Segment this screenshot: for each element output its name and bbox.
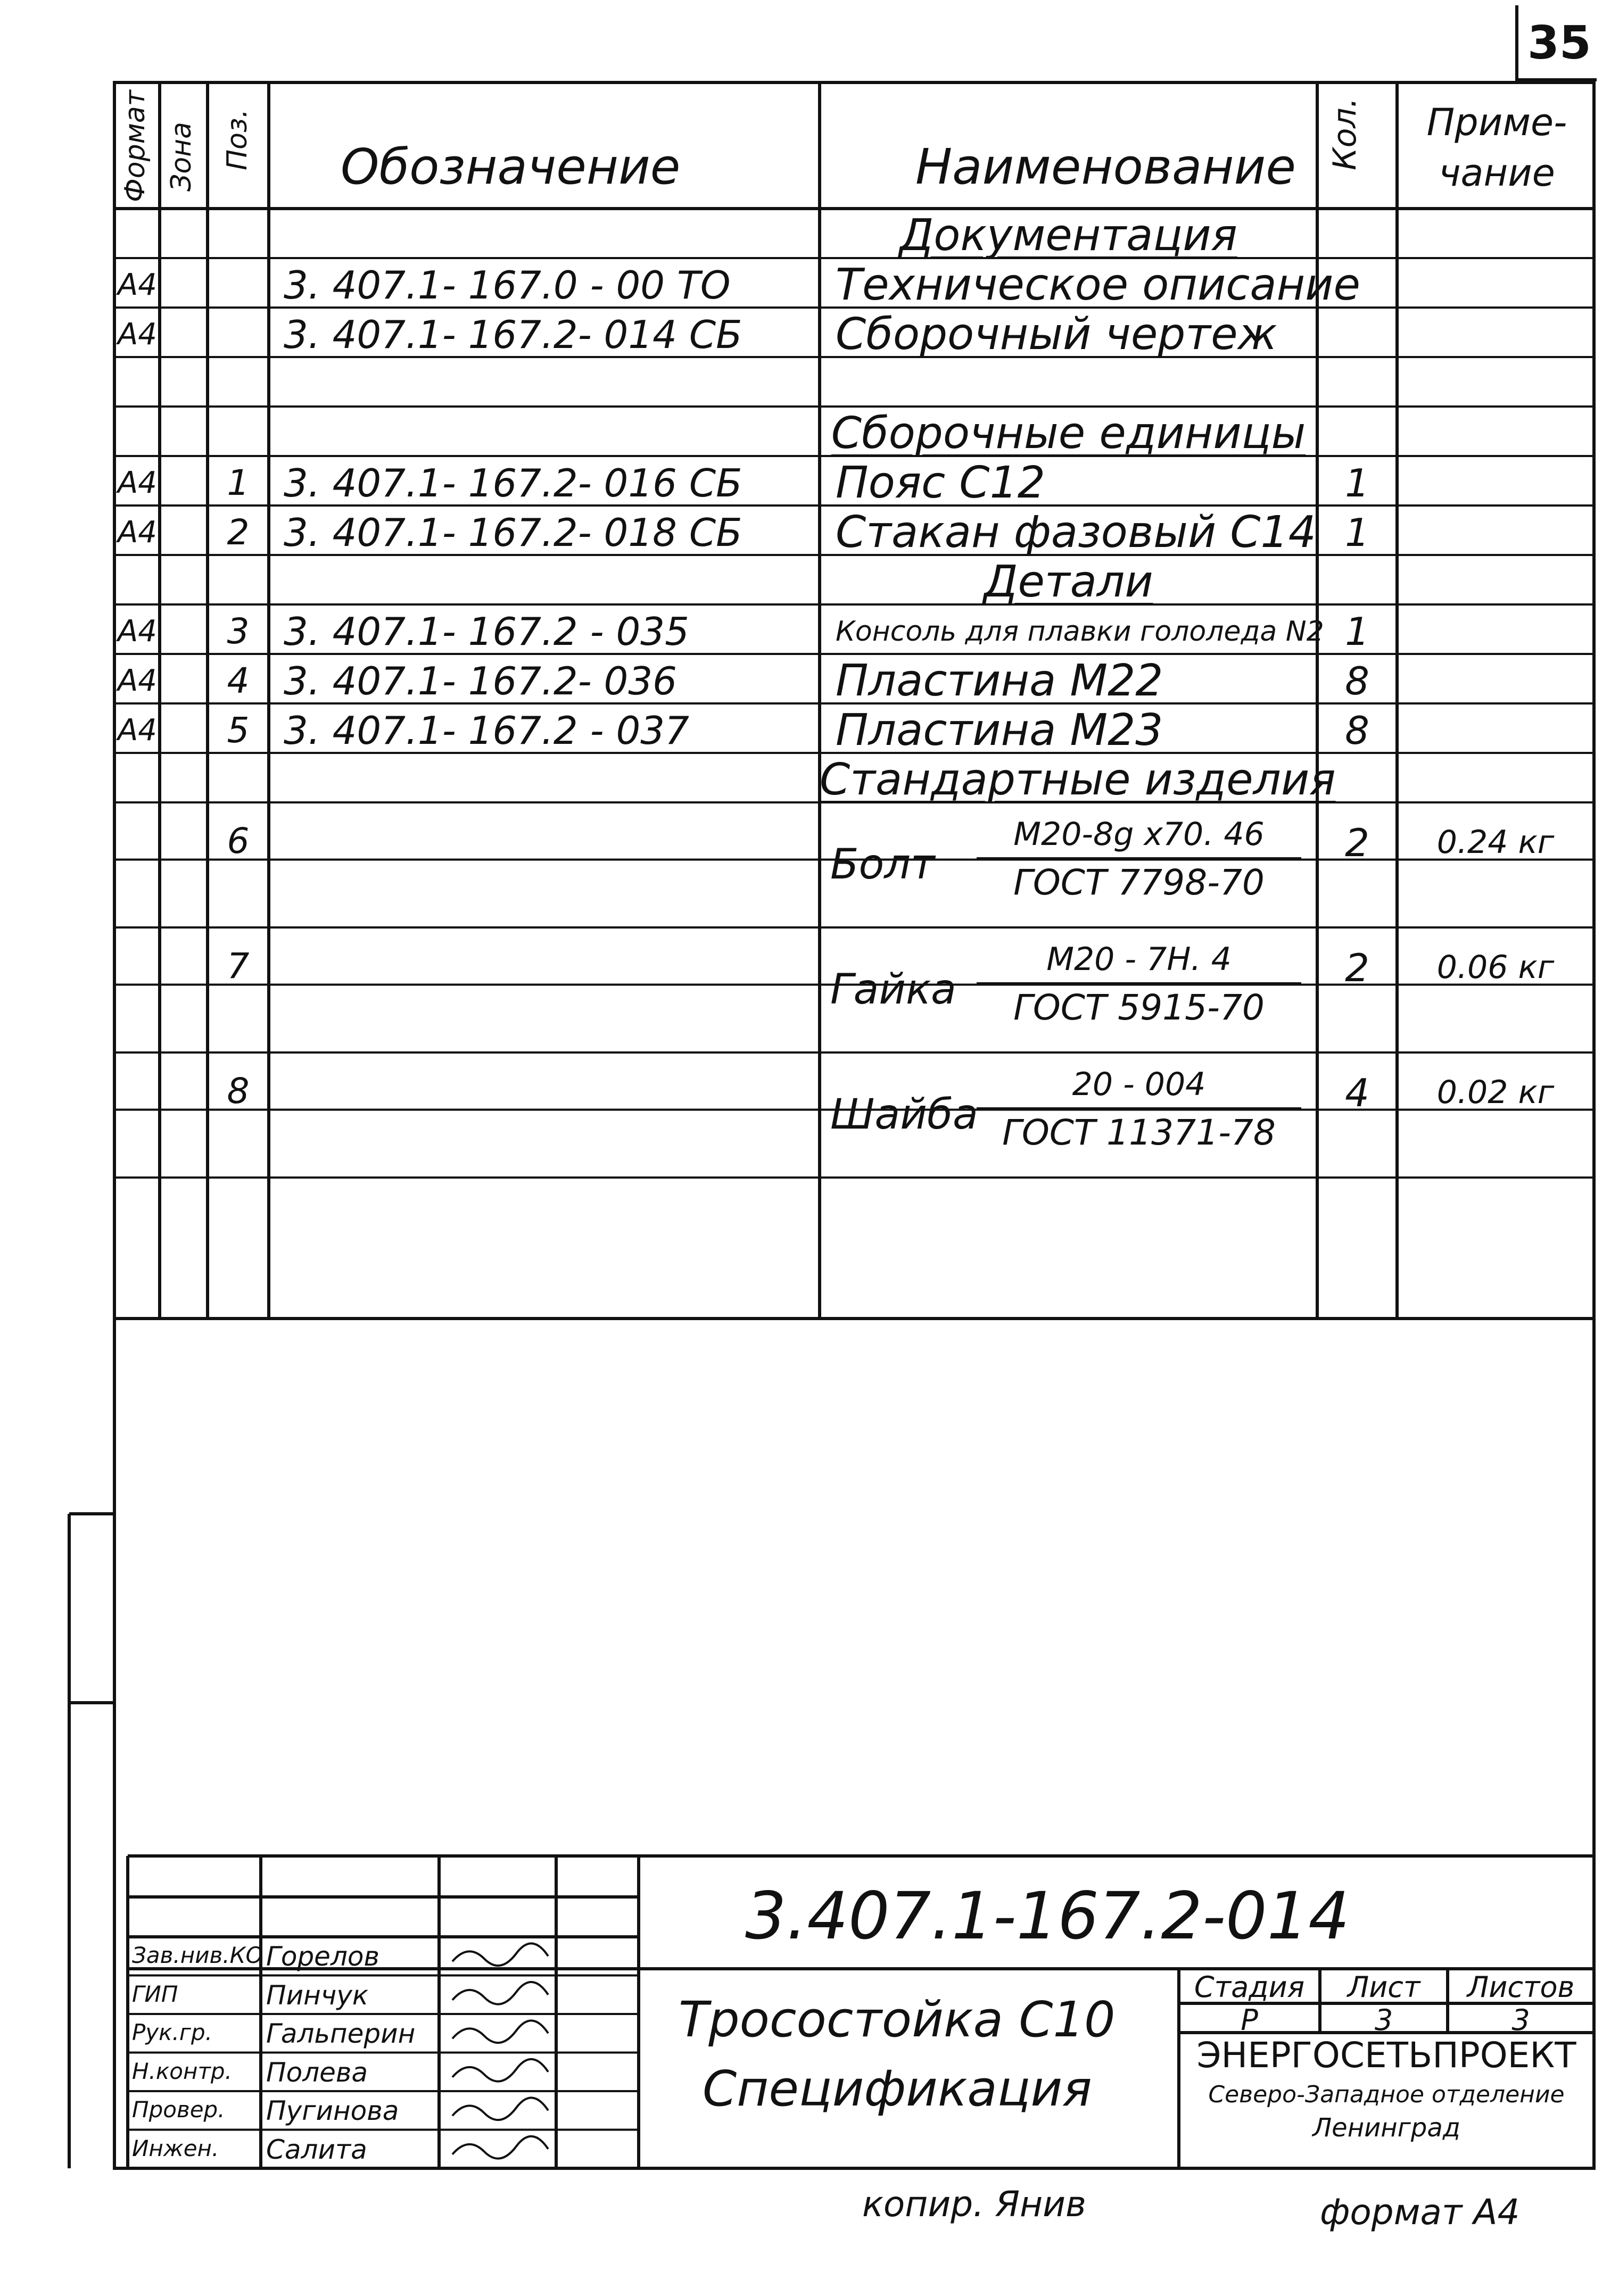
std-top: М20 - 7Н. 4 [1046, 941, 1232, 978]
row-qty: 1 [1345, 510, 1369, 555]
std-pos: 7 [227, 946, 250, 987]
row-pos: 5 [227, 709, 250, 751]
header-designation: Обозначение [341, 138, 681, 195]
row-designation: 3. 407.1- 167.2 - 035 [284, 609, 689, 654]
row-qty: 1 [1345, 460, 1369, 505]
std-name: Болт [830, 840, 935, 889]
row-name: Сборочные единицы [831, 408, 1306, 459]
row-name: Стандартные изделия [820, 754, 1336, 805]
std-note: 0.24 кг [1436, 824, 1555, 861]
std-name: Гайка [830, 965, 956, 1014]
copied-by: копир. Янив [862, 2184, 1086, 2225]
signature-role: ГИП [132, 1980, 178, 2007]
row-name: Сборочный чертеж [836, 309, 1277, 360]
row-designation: 3. 407.1- 167.0 - 00 ТО [284, 262, 731, 308]
handwritten-signature [452, 1943, 548, 1966]
sheets-value: 3 [1511, 2003, 1530, 2037]
row-pos: 2 [227, 511, 250, 553]
row-designation: 3. 407.1- 167.2- 014 СБ [284, 312, 742, 357]
handwritten-signature [452, 2020, 548, 2043]
std-pos: 6 [227, 820, 250, 861]
signature-role: Инжен. [132, 2135, 219, 2161]
stage-value: Р [1241, 2003, 1258, 2037]
std-top: 20 - 004 [1072, 1066, 1206, 1103]
row-format: А4 [118, 515, 157, 550]
header-note-line1: Приме- [1426, 101, 1567, 144]
row-name: Пластина М23 [836, 704, 1163, 756]
std-qty: 2 [1345, 820, 1369, 865]
header-note-line2: чание [1439, 151, 1555, 195]
org-branch: Северо-Западное отделение [1208, 2081, 1565, 2108]
header-pos: Поз. [221, 109, 253, 170]
std-bottom: ГОСТ 11371-78 [1002, 1112, 1276, 1153]
sheet-label: Лист [1347, 1970, 1420, 2004]
row-name: Консоль для плавки гололеда N2 [836, 615, 1324, 648]
signature-name: Салита [266, 2134, 367, 2165]
std-note: 0.06 кг [1436, 949, 1555, 986]
signature-role: Зав.нив.КО [132, 1942, 263, 1968]
sheet-value: 3 [1374, 2003, 1393, 2037]
row-format: А4 [118, 614, 157, 649]
signature-name: Горелов [266, 1941, 379, 1972]
row-format: А4 [118, 267, 157, 302]
stage-label: Стадия [1194, 1970, 1305, 2004]
row-designation: 3. 407.1- 167.2- 018 СБ [284, 510, 742, 555]
header-qty: Кол. [1326, 97, 1364, 170]
std-bottom: ГОСТ 5915-70 [1013, 987, 1265, 1028]
signature-name: Пугинова [266, 2095, 399, 2126]
std-qty: 2 [1345, 946, 1369, 990]
std-note: 0.02 кг [1436, 1074, 1555, 1111]
row-pos: 1 [227, 462, 250, 503]
row-designation: 3. 407.1- 167.2- 036 [284, 658, 677, 703]
row-format: А4 [118, 465, 157, 500]
row-name: Пояс С12 [836, 457, 1045, 508]
org-name: ЭНЕРГОСЕТЬПРОЕКТ [1196, 2035, 1576, 2076]
handwritten-signature [452, 2098, 548, 2120]
row-designation: 3. 407.1- 167.2- 016 СБ [284, 460, 742, 505]
row-qty: 1 [1345, 609, 1369, 654]
row-name: Документация [899, 210, 1237, 261]
signature-role: Н.контр. [132, 2058, 232, 2084]
row-name: Техническое описание [836, 259, 1360, 310]
handwritten-signature [452, 2059, 548, 2082]
header-format: Формат [119, 90, 151, 202]
row-pos: 4 [227, 660, 250, 701]
title-line1: Тросостойка С10 [679, 1991, 1116, 2048]
signature-name: Гальперин [266, 2018, 416, 2049]
header-zone: Зона [166, 121, 197, 192]
signature-name: Пинчук [266, 1979, 369, 2011]
format-note: формат А4 [1320, 2192, 1520, 2233]
std-qty: 4 [1345, 1071, 1369, 1115]
handwritten-signature [452, 1982, 548, 2004]
sheets-label: Листов [1467, 1970, 1575, 2004]
row-name: Стакан фазовый С14 [836, 507, 1316, 558]
std-bottom: ГОСТ 7798-70 [1013, 861, 1265, 903]
sheet-number: 35 [1527, 16, 1591, 70]
row-format: А4 [118, 317, 157, 352]
row-name: Детали [984, 556, 1153, 607]
row-format: А4 [118, 663, 157, 698]
signature-role: Рук.гр. [132, 2019, 212, 2045]
row-designation: 3. 407.1- 167.2 - 037 [284, 708, 689, 753]
row-format: А4 [118, 712, 157, 748]
std-name: Шайба [830, 1090, 978, 1139]
row-qty: 8 [1345, 658, 1369, 703]
row-pos: 3 [227, 610, 250, 652]
header-name: Наименование [915, 138, 1296, 195]
title-line2: Спецификация [703, 2060, 1092, 2117]
handwritten-signature [452, 2136, 548, 2159]
row-qty: 8 [1345, 708, 1369, 753]
org-city: Ленинград [1312, 2113, 1460, 2143]
row-name: Пластина М22 [836, 655, 1163, 706]
std-top: М20-8g х70. 46 [1013, 816, 1265, 853]
std-pos: 8 [227, 1071, 250, 1112]
signature-role: Провер. [132, 2096, 225, 2123]
signature-name: Полева [266, 2057, 368, 2088]
doc-code: 3.407.1-167.2-014 [745, 1878, 1350, 1954]
